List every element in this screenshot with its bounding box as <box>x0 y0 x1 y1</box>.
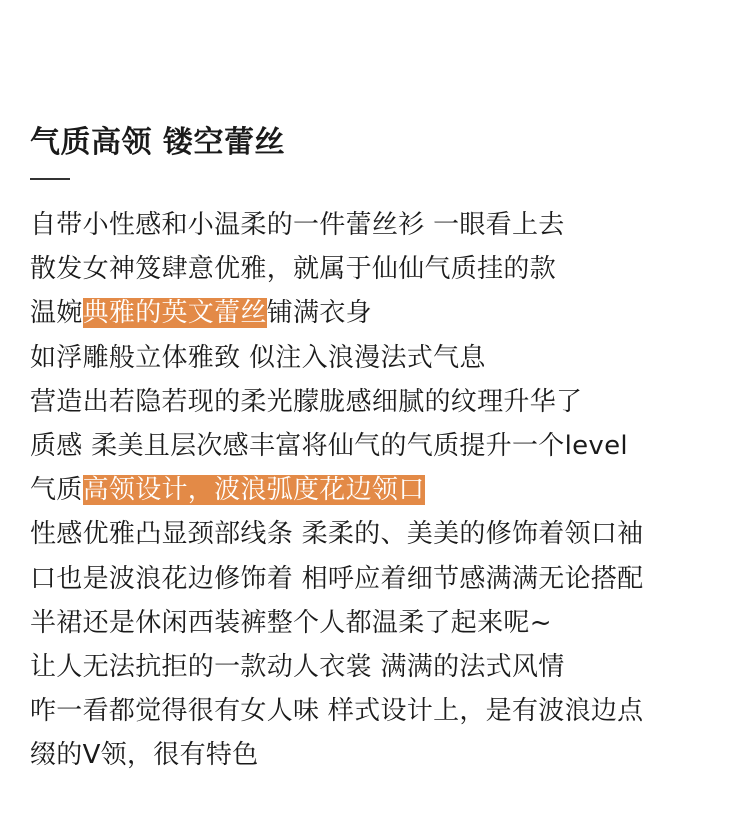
text-line <box>30 468 746 512</box>
text-line: 缀的V领，很有特色 <box>30 740 259 771</box>
text-segment: 温婉 <box>30 298 83 329</box>
text-line: 营造出若隐若现的柔光朦胧感细腻的纹理升华了 <box>30 386 583 417</box>
article-title: 气质高领 镂空蕾丝 <box>30 125 285 160</box>
text-line: 半裙还是休闲西装裤整个人都温柔了起来呢~ <box>30 607 552 638</box>
text-line: 性感优雅凸显颈部线条 柔柔的、美美的修饰着领口袖 <box>30 519 644 550</box>
text-segment: 铺满衣身 <box>266 298 372 329</box>
highlighted-phrase: 典雅的英文蕾丝 <box>82 298 267 329</box>
title-divider <box>30 178 70 180</box>
highlighted-phrase: 高领设计，波浪弧度花边领口 <box>82 475 425 506</box>
text-line: 咋一看都觉得很有女人味 样式设计上，是有波浪边点 <box>30 696 644 727</box>
text-line: 口也是波浪花边修饰着 相呼应着细节感满满无论搭配 <box>30 563 644 594</box>
description-text <box>30 203 746 778</box>
text-line: 质感 柔美且层次感丰富将仙气的气质提升一个level <box>30 431 628 462</box>
text-line: 散发女神笈肆意优雅，就属于仙仙气质挂的款 <box>30 254 557 285</box>
text-line: 如浮雕般立体雅致 似注入浪漫法式气息 <box>30 342 486 373</box>
text-line: 让人无法抗拒的一款动人衣裳 满满的法式风情 <box>30 652 565 683</box>
text-line <box>30 291 746 335</box>
text-segment: 气质 <box>30 475 83 506</box>
text-line: 自带小性感和小温柔的一件蕾丝衫 一眼看上去 <box>30 210 565 240</box>
